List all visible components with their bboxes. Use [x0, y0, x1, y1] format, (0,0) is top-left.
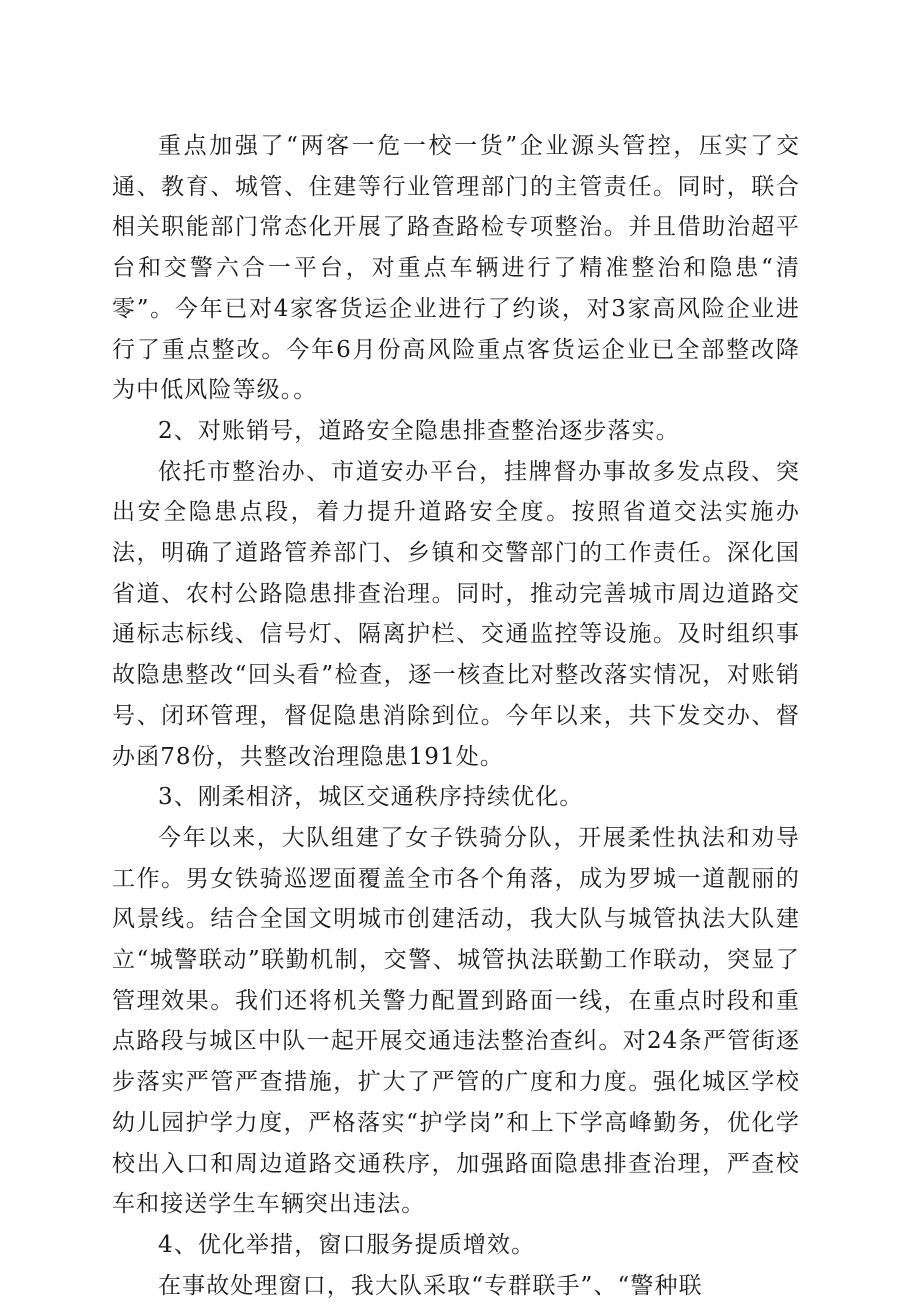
paragraph-traffic-order: 今年以来，大队组建了女子铁骑分队，开展柔性执法和劝导工作。男女铁骑巡逻面覆盖全市各个角落，成为罗城一道靓丽的风景线。结合全国文明城市创建活动，我大队与城管执法大队建立“城警联动”联勤机制，交警、城管执法联勤工作联动，突显了管理效果。我们还将机关警力配置到路面一线，在重点时段和重点路段与城区中队一起开展交通违法整治查纠。对24条严管街逐步落实严管严查措施，扩大了严管的广度和力度。强化城区学校幼儿园护学力度，严格落实“护学岗”和上下学高峰勤务，优化学校出入口和周边道路交通秩序，加强路面隐患排查治理，严查校车和接送学生车辆突出违法。	[112, 824, 800, 1218]
paragraph-window-service: 在事故处理窗口，我大队采取“专群联手”、“警种联	[158, 1272, 703, 1299]
paragraph-hazard-rectification: 依托市整治办、市道安办平台，挂牌督办事故多发点段、突出安全隐患点段，着力提升道路安全度。按照省道交法实施办法，明确了道路管养部门、乡镇和交警部门的工作责任。深化国省道、农村公路隐患排查治理。同时，推动完善城市周边道路交通标志标线、信号灯、隔离护栏、交通监控等设施。及时组织事故隐患整改“回头看”检查，逐一核查比对整改落实情况，对账销号、闭环管理，督促隐患消除到位。今年以来，共下发交办、督办函78份，共整改治理隐患191处。	[112, 458, 800, 770]
paragraph-source-control: 重点加强了“两客一危一校一货”企业源头管控，压实了交通、教育、城管、住建等行业管理部门的主管责任。同时，联合相关职能部门常态化开展了路查路检专项整治。并且借助治超平台和交警六合一平台，对重点车辆进行了精准整治和隐患“清零”。今年已对4家客货运企业进行了约谈，对3家高风险企业进行了重点整改。今年6月份高风险重点客货运企业已全部整改降为中低风险等级。。	[112, 133, 800, 404]
heading-hazard-rectification: 2、对账销号，道路安全隐患排查整治逐步落实。	[158, 417, 680, 444]
heading-traffic-order: 3、刚柔相济，城区交通秩序持续优化。	[158, 784, 584, 811]
document-body	[112, 126, 800, 1306]
heading-window-service: 4、优化举措，窗口服务提质增效。	[158, 1231, 536, 1258]
